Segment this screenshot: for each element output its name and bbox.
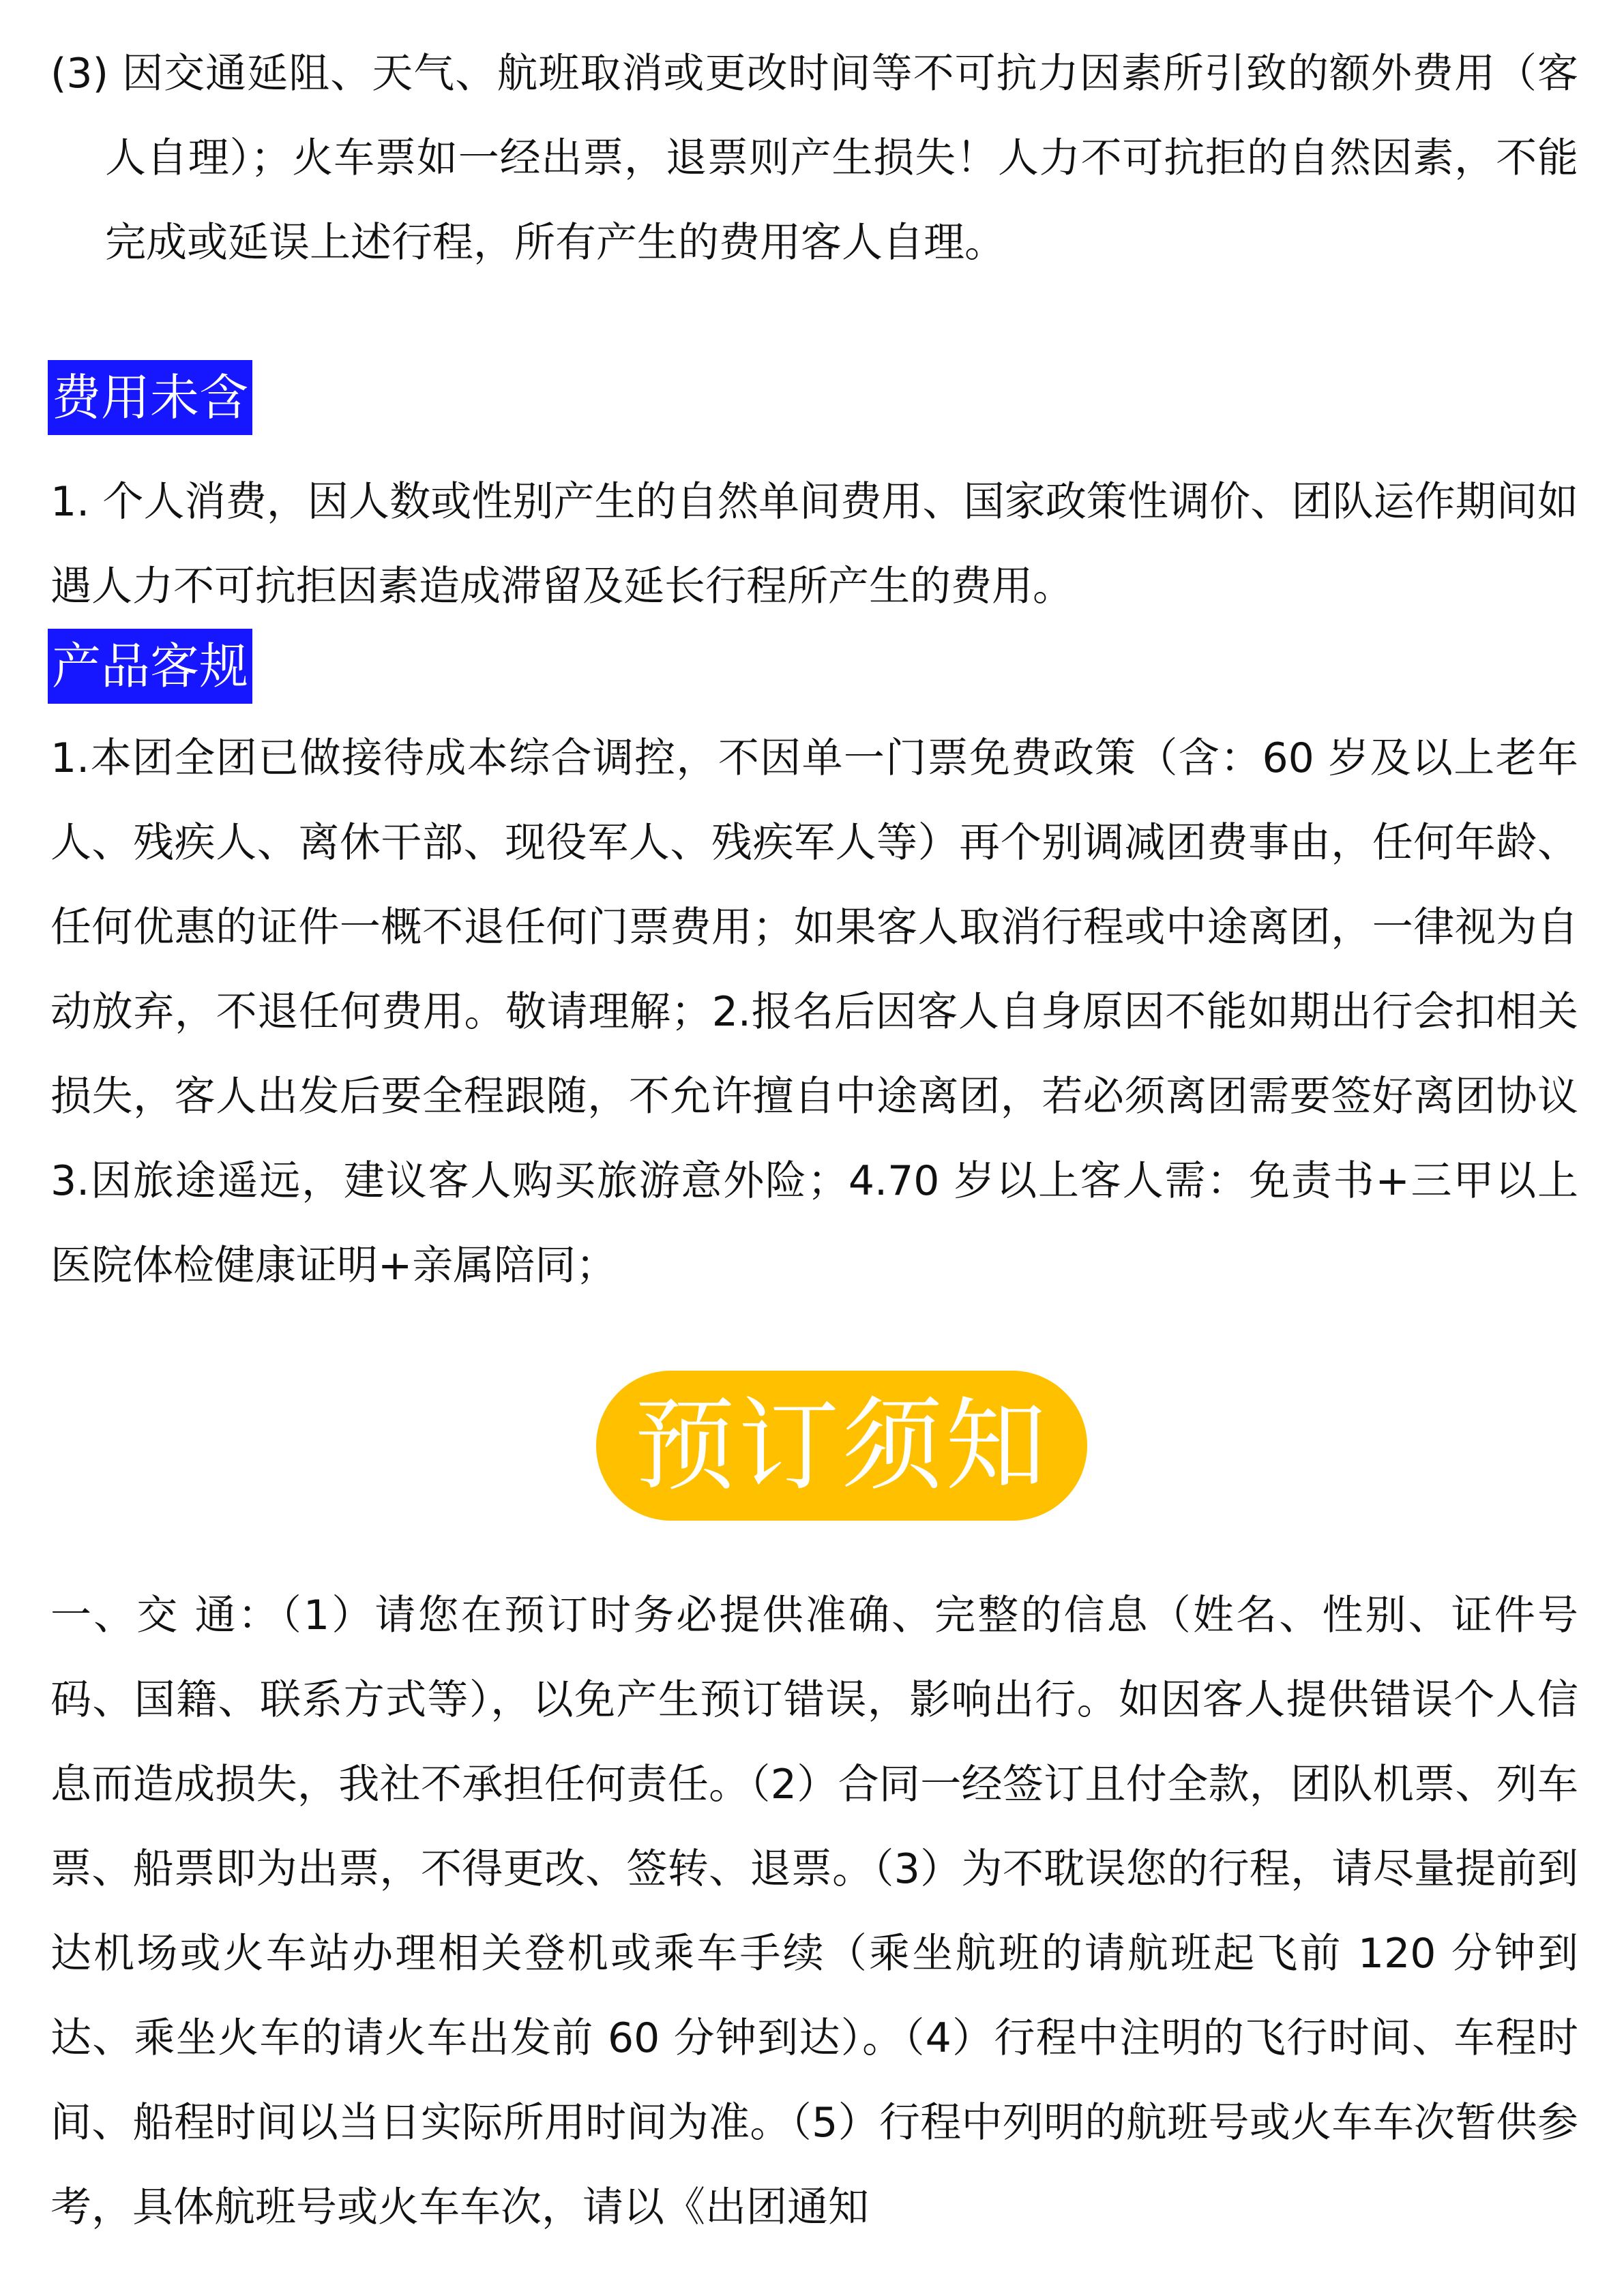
product-rules-paragraph: 1.本团全团已做接待成本综合调控，不因单一门票免费政策（含：60 岁及以上老年人、残疾人、离休干部、现役军人、残疾军人等）再个别调减团费事由，任何年龄、任何优惠的证件一概不退任何门票费用；如果客人取消行程或中途离团，一律视为自动放弃，不退任何费用。敬请理解；2.报名后因客人自身原因不能如期出行会扣相关损失，客人出发后要全程跟随，不允许擅自中途离团，若必须离团需要签好离团协议 3.因旅途遥远，建议客人购买旅游意外险；4.70 岁以上客人需：免责书+三甲以上医院体检健康证明+亲属陪同；: [50, 734, 1578, 1289]
section-heading-excluded: 费用未含: [48, 360, 252, 435]
intro-paragraph: (3) 因交通延阻、天气、航班取消或更改时间等不可抗力因素所引致的额外费用（客人自理）；火车票如一经出票，退票则产生损失！人力不可抗拒的自然因素，不能完成或延误上述行程，所有产生的费用客人自理。: [50, 50, 1578, 267]
booking-notice-paragraph: 一、交 通：（1）请您在预订时务必提供准确、完整的信息（姓名、性别、证件号码、国籍、联系方式等），以免产生预订错误，影响出行。如因客人提供错误个人信息而造成损失，我社不承担任何责任。（2）合同一经签订且付全款，团队机票、列车票、船票即为出票，不得更改、签转、退票。（3）为不耽误您的行程，请尽量提前到达机场或火车站办理相关登机或乘车手续（乘坐航班的请航班起飞前 120 分钟到达、乘坐火车的请火车出发前 60 分钟到达）。（4）行程中注明的飞行时间、车程时间、船程时间以当日实际所用时间为准。（5）行程中列明的航班号或火车车次暂供参考，具体航班号或火车车次，请以《出团通知: [50, 1592, 1578, 2231]
booking-notice-banner: 预订须知: [596, 1371, 1087, 1521]
excluded-paragraph: 1. 个人消费，因人数或性别产生的自然单间费用、国家政策性调价、团队运作期间如遇人力不可抗拒因素造成滞留及延长行程所产生的费用。: [50, 478, 1578, 610]
section-heading-product-rules: 产品客规: [48, 629, 252, 704]
